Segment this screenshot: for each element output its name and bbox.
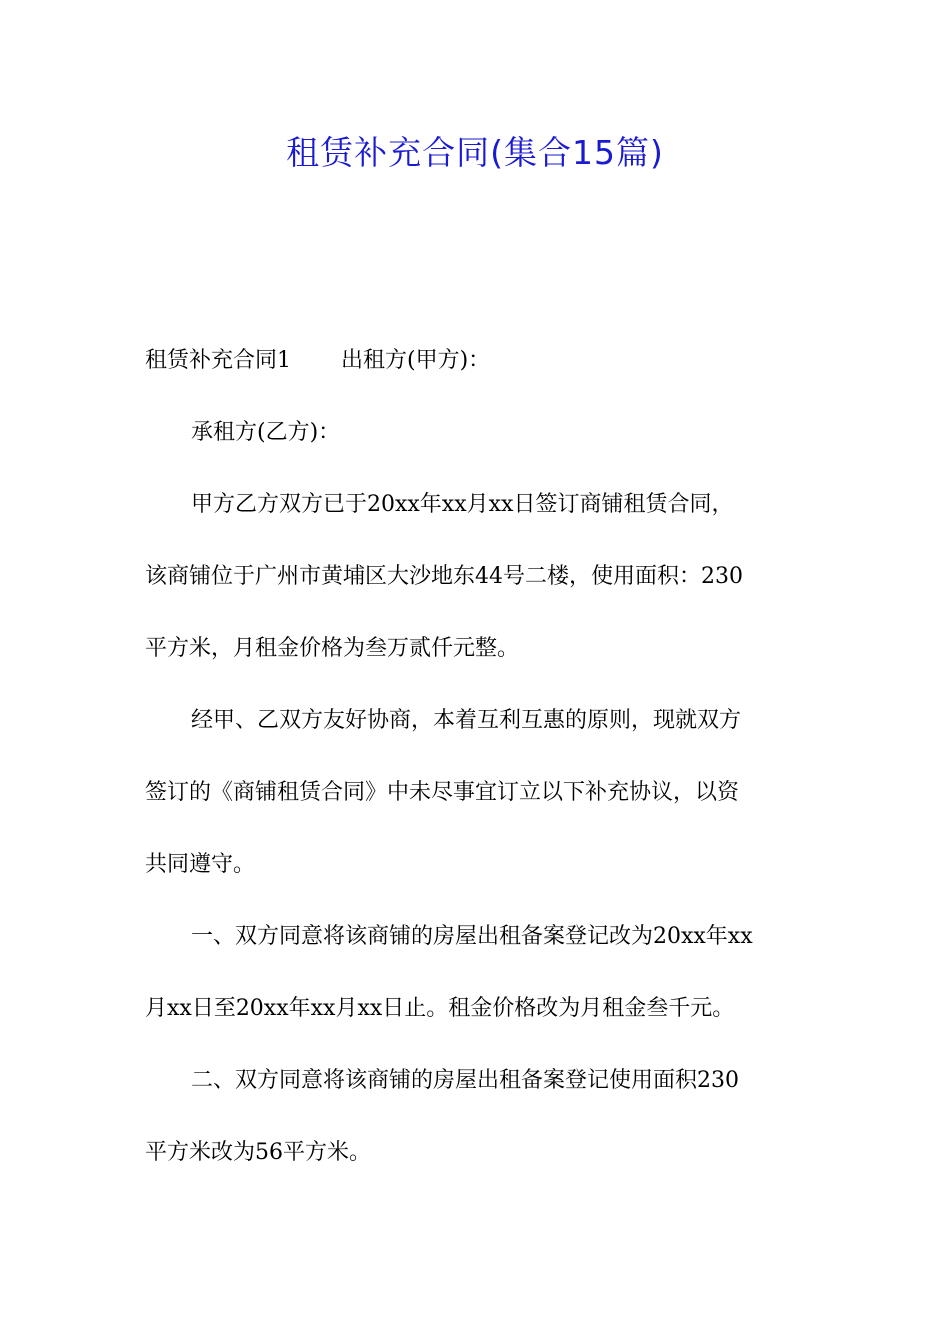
paragraph-line: 共同遵守。 (145, 852, 256, 877)
paragraph-line: 平方米，月租金价格为叁万贰仟元整。 (145, 636, 520, 661)
contract-heading-line (145, 325, 810, 397)
lessee-label: 承租方(乙方)： (191, 420, 341, 445)
document-body (145, 325, 810, 1189)
contract-number-label: 租赁补充合同1 (145, 348, 291, 373)
clause-line: 月xx日至20xx年xx月xx日止。租金价格改为月租金叁千元。 (145, 996, 735, 1021)
document-title: 租赁补充合同(集合15篇) (286, 133, 664, 172)
paragraph-line: 签订的《商铺租赁合同》中未尽事宜订立以下补充协议，以资 (145, 780, 740, 805)
clause-line: 平方米改为56平方米。 (145, 1140, 371, 1165)
lessor-label: 出租方(甲方)： (341, 348, 491, 373)
clause-line: 一、双方同意将该商铺的房屋出租备案登记改为20xx年xx (191, 924, 753, 949)
paragraph-line: 甲方乙方双方已于20xx年xx月xx日签订商铺租赁合同， (191, 492, 734, 517)
paragraph-line: 该商铺位于广州市黄埔区大沙地东44号二楼，使用面积：230 (145, 564, 743, 589)
clause-line: 二、双方同意将该商铺的房屋出租备案登记使用面积230 (191, 1068, 739, 1093)
paragraph-line: 经甲、乙双方友好协商，本着互利互惠的原则，现就双方 (191, 708, 742, 733)
